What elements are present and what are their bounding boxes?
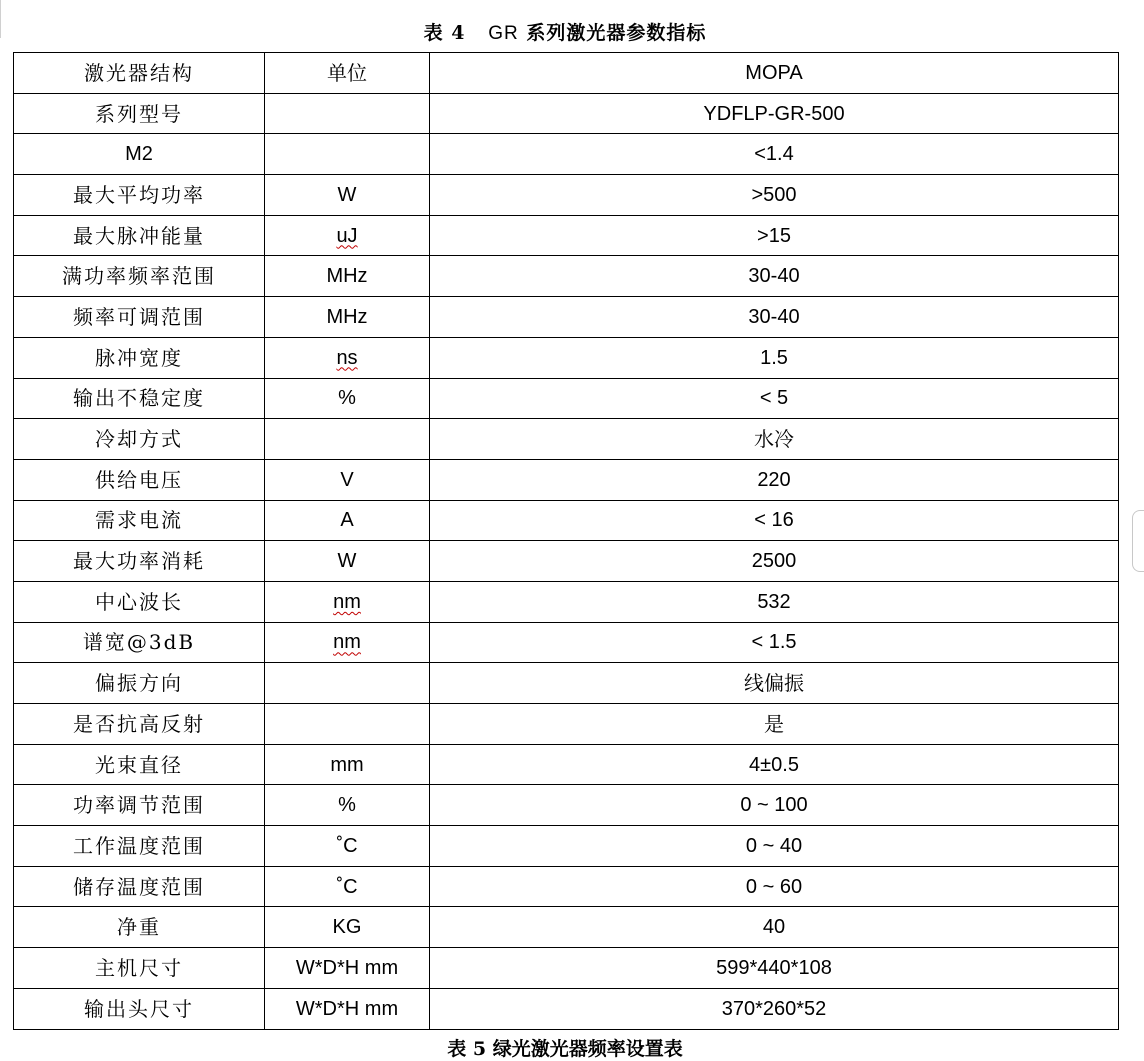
param-value: 水冷 xyxy=(430,419,1119,460)
param-unit xyxy=(265,134,430,175)
parameter-table-body xyxy=(14,53,1119,1030)
table-row xyxy=(14,500,1119,541)
param-name: 满功率频率范围 xyxy=(14,256,265,297)
table-row xyxy=(14,459,1119,500)
parameter-table xyxy=(13,52,1119,1030)
param-value: 30-40 xyxy=(430,256,1119,297)
param-unit: W xyxy=(265,541,430,582)
table-row xyxy=(14,175,1119,216)
param-name: 工作温度范围 xyxy=(14,826,265,867)
table-row xyxy=(14,215,1119,256)
spellcheck-underlined-text: uJ xyxy=(336,224,358,247)
param-name: 系列型号 xyxy=(14,93,265,134)
table-row xyxy=(14,826,1119,867)
param-unit: W*D*H mm xyxy=(265,988,430,1029)
param-value: >500 xyxy=(430,175,1119,216)
param-name: M2 xyxy=(14,134,265,175)
param-unit: 单位 xyxy=(265,53,430,94)
param-name: 储存温度范围 xyxy=(14,866,265,907)
table-caption xyxy=(0,18,1130,45)
param-name: 是否抗高反射 xyxy=(14,704,265,745)
param-name: 功率调节范围 xyxy=(14,785,265,826)
table-row xyxy=(14,419,1119,460)
param-value: 40 xyxy=(430,907,1119,948)
param-unit: V xyxy=(265,459,430,500)
param-value: 4±0.5 xyxy=(430,744,1119,785)
param-value: MOPA xyxy=(430,53,1119,94)
param-name: 最大平均功率 xyxy=(14,175,265,216)
table-row xyxy=(14,581,1119,622)
param-value: 是 xyxy=(430,704,1119,745)
param-unit: W xyxy=(265,175,430,216)
param-name: 中心波长 xyxy=(14,581,265,622)
param-value: >15 xyxy=(430,215,1119,256)
param-value: 线偏振 xyxy=(430,663,1119,704)
param-value: 30-40 xyxy=(430,297,1119,338)
table-row xyxy=(14,948,1119,989)
param-name: 偏振方向 xyxy=(14,663,265,704)
next-table-caption xyxy=(0,1036,1130,1060)
param-unit xyxy=(265,215,430,256)
param-unit: W*D*H mm xyxy=(265,948,430,989)
param-unit: KG xyxy=(265,907,430,948)
param-unit: mm xyxy=(265,744,430,785)
param-value: 2500 xyxy=(430,541,1119,582)
param-unit: % xyxy=(265,378,430,419)
table-row xyxy=(14,541,1119,582)
table-row xyxy=(14,337,1119,378)
param-name: 净重 xyxy=(14,907,265,948)
param-name: 主机尺寸 xyxy=(14,948,265,989)
spellcheck-underlined-text: nm xyxy=(333,590,361,613)
side-scroll-tab[interactable] xyxy=(1132,510,1144,572)
param-value: 0 ~ 100 xyxy=(430,785,1119,826)
param-value: 220 xyxy=(430,459,1119,500)
spellcheck-underlined-text: ns xyxy=(336,346,358,369)
param-value: YDFLP-GR-500 xyxy=(430,93,1119,134)
table-row xyxy=(14,907,1119,948)
table-row xyxy=(14,785,1119,826)
param-unit: A xyxy=(265,500,430,541)
param-name: 频率可调范围 xyxy=(14,297,265,338)
param-unit xyxy=(265,337,430,378)
param-value: 532 xyxy=(430,581,1119,622)
table-row xyxy=(14,256,1119,297)
param-unit: MHz xyxy=(265,297,430,338)
param-name: 最大脉冲能量 xyxy=(14,215,265,256)
param-unit xyxy=(265,704,430,745)
param-unit: MHz xyxy=(265,256,430,297)
param-value: < 16 xyxy=(430,500,1119,541)
param-value: 370*260*52 xyxy=(430,988,1119,1029)
table-row xyxy=(14,378,1119,419)
param-name: 光束直径 xyxy=(14,744,265,785)
table-row xyxy=(14,134,1119,175)
param-name: 最大功率消耗 xyxy=(14,541,265,582)
param-unit: ˚C xyxy=(265,866,430,907)
param-name: 需求电流 xyxy=(14,500,265,541)
caption-label: 表 4 xyxy=(423,22,466,44)
table-row xyxy=(14,663,1119,704)
param-name: 输出不稳定度 xyxy=(14,378,265,419)
table-row xyxy=(14,744,1119,785)
param-unit xyxy=(265,93,430,134)
param-value: 599*440*108 xyxy=(430,948,1119,989)
param-name: 输出头尺寸 xyxy=(14,988,265,1029)
param-unit xyxy=(265,663,430,704)
param-value: < 1.5 xyxy=(430,622,1119,663)
param-name: 谱宽@3dB xyxy=(14,622,265,663)
param-value: < 5 xyxy=(430,378,1119,419)
next-caption-text: 表 5 绿光激光器频率设置表 xyxy=(447,1038,683,1060)
table-row xyxy=(14,53,1119,94)
param-name: 冷却方式 xyxy=(14,419,265,460)
table-row xyxy=(14,622,1119,663)
param-unit: % xyxy=(265,785,430,826)
param-unit xyxy=(265,622,430,663)
param-name: 供给电压 xyxy=(14,459,265,500)
param-unit xyxy=(265,419,430,460)
table-row xyxy=(14,297,1119,338)
param-unit xyxy=(265,581,430,622)
param-value: 1.5 xyxy=(430,337,1119,378)
param-value: 0 ~ 60 xyxy=(430,866,1119,907)
param-name: 激光器结构 xyxy=(14,53,265,94)
param-value: <1.4 xyxy=(430,134,1119,175)
table-row xyxy=(14,93,1119,134)
caption-title-latin: GR xyxy=(488,23,519,44)
param-unit: ˚C xyxy=(265,826,430,867)
param-value: 0 ~ 40 xyxy=(430,826,1119,867)
table-row xyxy=(14,704,1119,745)
spellcheck-underlined-text: nm xyxy=(333,631,361,654)
table-row xyxy=(14,866,1119,907)
caption-title-cjk: 系列激光器参数指标 xyxy=(526,22,707,44)
table-row xyxy=(14,988,1119,1029)
param-name: 脉冲宽度 xyxy=(14,337,265,378)
